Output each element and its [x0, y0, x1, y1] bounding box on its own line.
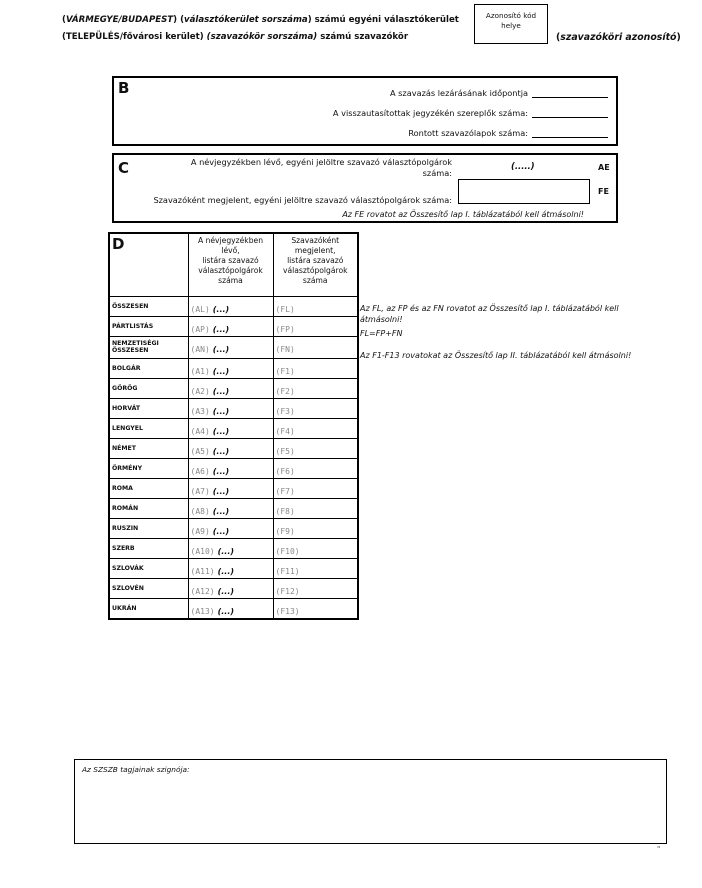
col-registered-header: A névjegyzékben lévő, listára szavazó választópolgárok száma	[188, 233, 273, 296]
registered-cell[interactable]: (A2) (...)	[188, 378, 273, 398]
registered-cell[interactable]: (AN) (...)	[188, 336, 273, 358]
appeared-cell[interactable]: (F6)	[273, 458, 358, 478]
rejected-count-label: A visszautasítottak jegyzékén szereplők száma:	[332, 108, 528, 118]
table-row: UKRÁN (A13) (...) (F13)	[109, 598, 358, 619]
registered-label-2: száma:	[422, 168, 452, 178]
spoiled-ballots-label: Rontott szavazólapok száma:	[408, 128, 528, 138]
section-d-note-1: Az FL, az FP és az FN rovatot az Összesítő lap I. táblázatából kell átmásolni!	[360, 304, 619, 324]
registered-value[interactable]: (.....)	[511, 161, 535, 171]
appeared-cell[interactable]: (F1)	[273, 358, 358, 378]
registered-cell[interactable]: (A4) (...)	[188, 418, 273, 438]
registered-cell[interactable]: (AL) (...)	[188, 296, 273, 316]
appeared-cell[interactable]: (F10)	[273, 538, 358, 558]
signature-label: Az SZSZB tagjainak szignója:	[82, 765, 190, 774]
registered-label-1: A névjegyzékben lévő, egyéni jelöltre szavazó választópolgárok	[190, 157, 452, 167]
section-b-letter: B	[118, 79, 130, 97]
appeared-cell[interactable]: (F5)	[273, 438, 358, 458]
spoiled-ballots-field[interactable]	[532, 137, 608, 138]
appeared-label: Szavazóként megjelent, egyéni jelöltre szavazó választópolgárok száma:	[153, 195, 452, 205]
registered-cell[interactable]: (A12) (...)	[188, 578, 273, 598]
id-code-box: Azonosító kód helye	[474, 4, 548, 44]
appeared-cell[interactable]: (FN)	[273, 336, 358, 358]
registered-cell[interactable]: (A8) (...)	[188, 498, 273, 518]
section-d-table	[108, 232, 359, 620]
table-row: SZERB (A10) (...) (F10)	[109, 538, 358, 558]
registered-cell[interactable]: (A5) (...)	[188, 438, 273, 458]
county-placeholder: VÁRMEGYE/BUDAPEST	[65, 15, 174, 25]
table-row: NEMZETISÉGI ÖSSZESEN (AN) (...) (FN)	[109, 336, 358, 358]
registered-cell[interactable]: (AP) (...)	[188, 316, 273, 336]
registered-cell[interactable]: (A7) (...)	[188, 478, 273, 498]
fe-code: FE	[598, 187, 609, 196]
signature-box[interactable]	[74, 759, 667, 844]
table-row: GÖRÖG (A2) (...) (F2)	[109, 378, 358, 398]
appeared-cell[interactable]: (FL)	[273, 296, 358, 316]
section-c	[112, 153, 618, 223]
table-row: SZLOVÉN (A12) (...) (F12)	[109, 578, 358, 598]
registered-cell[interactable]: (A9) (...)	[188, 518, 273, 538]
appeared-field[interactable]	[458, 179, 590, 204]
rejected-count-field[interactable]	[532, 117, 608, 118]
table-row: ÖSSZESEN (AL) (...) (FL)	[109, 296, 358, 316]
section-c-note: Az FE rovatot az Összesítő lap I. táblázatából kell átmásolni!	[342, 210, 584, 219]
appeared-cell[interactable]: (F7)	[273, 478, 358, 498]
appeared-cell[interactable]: (F12)	[273, 578, 358, 598]
page-mark: "	[657, 845, 661, 853]
table-row: ROMÁN (A8) (...) (F8)	[109, 498, 358, 518]
ae-code: AE	[598, 163, 610, 172]
appeared-cell[interactable]: (F2)	[273, 378, 358, 398]
table-row: HORVÁT (A3) (...) (F3)	[109, 398, 358, 418]
section-b	[112, 76, 618, 146]
table-row: ROMA (A7) (...) (F7)	[109, 478, 358, 498]
appeared-cell[interactable]: (F4)	[273, 418, 358, 438]
section-d-formula: FL=FP+FN	[360, 329, 403, 338]
closing-time-field[interactable]	[532, 97, 608, 98]
section-c-letter: C	[118, 159, 130, 177]
district-placeholder: választókerület sorszáma	[184, 15, 308, 25]
station-number-placeholder: (szavazókör sorszáma)	[206, 32, 318, 42]
table-row: LENGYEL (A4) (...) (F4)	[109, 418, 358, 438]
registered-cell[interactable]: (A11) (...)	[188, 558, 273, 578]
section-d-note-3: Az F1-F13 rovatokat az Összesítő lap II. táblázatából kell átmásolni!	[360, 351, 632, 360]
appeared-cell[interactable]: (F11)	[273, 558, 358, 578]
registered-cell[interactable]: (A13) (...)	[188, 598, 273, 619]
table-row: SZLOVÁK (A11) (...) (F11)	[109, 558, 358, 578]
appeared-cell[interactable]: (F13)	[273, 598, 358, 619]
col-appeared-header: Szavazóként megjelent, listára szavazó választópolgárok száma	[273, 233, 358, 296]
section-d-letter: D	[109, 233, 188, 296]
header-line-2: (TELEPÜLÉS/fővárosi kerület) (szavazókör sorszáma) számú szavazókör	[62, 32, 409, 42]
registered-cell[interactable]: (A3) (...)	[188, 398, 273, 418]
table-row: PÁRTLISTÁS (AP) (...) (FP)	[109, 316, 358, 336]
header-line-1: (VÁRMEGYE/BUDAPEST) (választókerület sorszáma) számú egyéni választókerület	[62, 15, 459, 25]
appeared-cell[interactable]: (F3)	[273, 398, 358, 418]
table-row: BOLGÁR (A1) (...) (F1)	[109, 358, 358, 378]
registered-cell[interactable]: (A10) (...)	[188, 538, 273, 558]
closing-time-label: A szavazás lezárásának időpontja	[389, 88, 528, 98]
table-row: ÖRMÉNY (A6) (...) (F6)	[109, 458, 358, 478]
table-row: NÉMET (A5) (...) (F5)	[109, 438, 358, 458]
appeared-cell[interactable]: (FP)	[273, 316, 358, 336]
registered-cell[interactable]: (A6) (...)	[188, 458, 273, 478]
table-row: RUSZIN (A9) (...) (F9)	[109, 518, 358, 538]
registered-cell[interactable]: (A1) (...)	[188, 358, 273, 378]
station-id: (szavazóköri azonosító)	[556, 32, 681, 43]
appeared-cell[interactable]: (F9)	[273, 518, 358, 538]
appeared-cell[interactable]: (F8)	[273, 498, 358, 518]
